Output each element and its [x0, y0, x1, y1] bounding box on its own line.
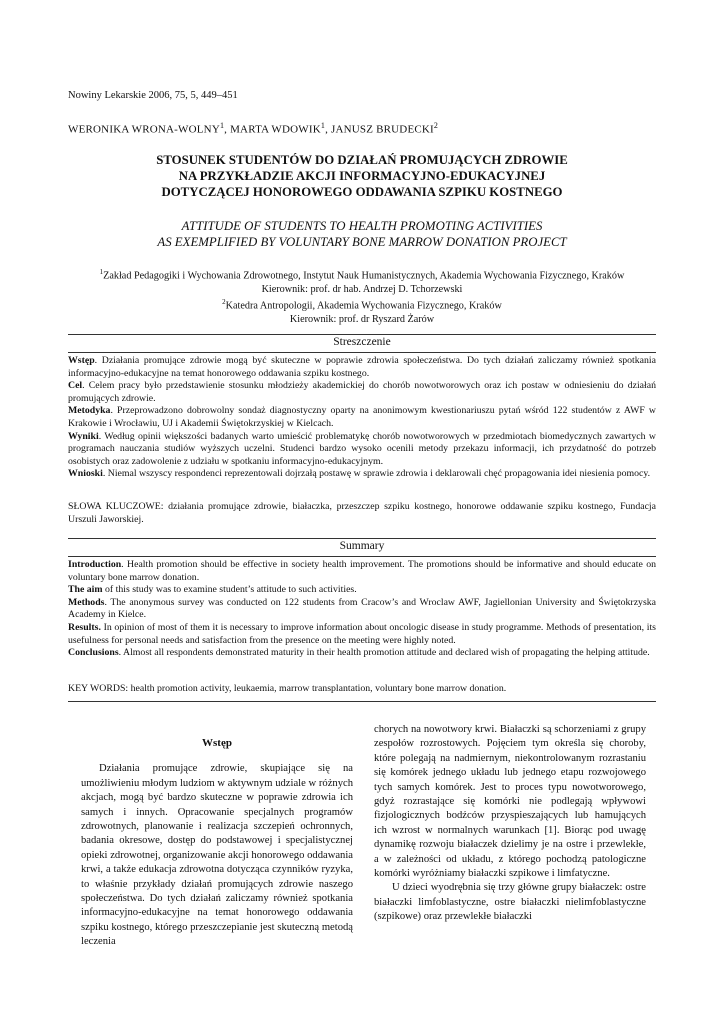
title-polish-line: STOSUNEK STUDENTÓW DO DZIAŁAŃ PROMUJĄCYCH ZDROWIE [156, 153, 568, 167]
title-english-line: AS EXEMPLIFIED BY VOLUNTARY BONE MARROW DONATION PROJECT [157, 235, 567, 249]
abstract-paragraph [68, 584, 656, 597]
author-name: WERONIKA WRONA-WOLNY [68, 123, 220, 136]
divider [68, 701, 656, 702]
abstract-paragraph [68, 597, 656, 622]
abstract-label: Conclusions [68, 647, 119, 659]
abstract-paragraph [68, 559, 656, 584]
abstract-label: Cel [68, 380, 83, 392]
abstract-label: Wnioski [68, 468, 103, 480]
affiliation-2-head: Kierownik: prof. dr Ryszard Żarów [289, 313, 435, 325]
summary-body [68, 559, 656, 660]
abstract-text: . The anonymous survey was conducted on 122 students from Cracow’s and Wroclaw AWF, Jagiellonian University and Świętokrzyska Academy in Kielce. [68, 596, 656, 621]
abstract-paragraph [68, 468, 656, 481]
author-list [68, 121, 438, 136]
abstract-text: In opinion of most of them it is necessary to improve information about oncologic disease in study programme. Methods of presentation, its usefulness for personal needs and satisfaction from the presence on the meeting were highly noted. [68, 621, 656, 646]
affiliation-text: Zakład Pedagogiki i Wychowania Zdrowotnego, Instytut Nauk Humanistycznych, Akademia Wychowania Fizycznego, Kraków [103, 270, 625, 282]
abstract-label: Introduction [68, 559, 122, 570]
section-heading-wstep: Wstęp [202, 737, 232, 749]
abstract-text: . Health promotion should be effective in society health improvement. The promotions should be informative and should educate on voluntary bone marrow donation. [68, 559, 656, 583]
abstract-paragraph [68, 380, 656, 405]
abstract-paragraph [68, 431, 656, 469]
abstract-text: . Działania promujące zdrowie mogą być skuteczne w poprawie zdrowia społeczeństwa. Do tych działań zaliczamy również spotkania informacyjno-edukacyjne na temat honorowego oddawania szpiku kostnego. [68, 355, 656, 379]
abstract-paragraph [68, 355, 656, 380]
affiliation-1-head: Kierownik: prof. dr hab. Andrzej D. Tchorzewski [261, 283, 463, 295]
abstract-text: . Almost all respondents demonstrated maturity in their health promotion attitude and declared wish of propagating the helping attitude. [118, 647, 650, 659]
abstract-text: of this study was to examine student’s attitude to such activities. [102, 584, 357, 596]
body-paragraph: Działania promujące zdrowie, skupiające się na umożliwieniu młodym ludziom w aktywnym udziale w różnych akcjach, mogą być bardzo skuteczne w poprawie zdrowia ich samych i innych. Opracowanie specjalnych programów zdrowotnych, planowanie i realizacja szczepień ochronnych, badania okresowe, dostęp do podstawowej i specjalistycznej opieki zdrowotnej, organizowanie akcji honorowego oddawania krwi, a także edukacja zdrowotna dotycząca czynników ryzyka, to właśnie przykłady działań promujących zdrowie naszego społeczeństwa. Do tych działań zaliczamy również spotkania informacyjno-edukacyjne na temat honorowego oddawania szpiku kostnego, którego przeszczepianie jest skuteczną metodą leczenia [81, 763, 353, 948]
author-affiliation-mark: 1 [219, 121, 225, 130]
author-affiliation-mark: 2 [433, 121, 439, 130]
author-separator: , [224, 123, 231, 136]
affiliation-mark: 2 [222, 297, 226, 306]
journal-reference: Nowiny Lekarskie 2006, 75, 5, 449–451 [68, 90, 238, 101]
author-name: MARTA WDOWIK [230, 123, 321, 136]
abstract-paragraph [68, 405, 656, 430]
abstract-label: Wyniki [68, 430, 99, 442]
abstract-text: . Według opinii większości badanych warto umieścić problematykę chorób nowotworowych w przedmiotach biomedycznych zawartych w programach nauczania studiów wyższych uczelni. Studenci bardzo wysoko ocenili metody przekazu informacji, ich przydatność do potrzeb osobistych oraz zadowolenie z udziału w spotkaniu informacyjno-edukacyjnym. [68, 430, 656, 467]
divider [68, 334, 656, 335]
title-polish-line: DOTYCZĄCEJ HONOROWEGO ODDAWANIA SZPIKU KOSTNEGO [161, 185, 563, 199]
body-column-left [81, 736, 353, 950]
abstract-label: Methods [68, 596, 105, 608]
title-polish [68, 152, 656, 200]
abstract-label: The aim [68, 584, 103, 596]
body-paragraph: U dzieci wyodrębnia się trzy główne grupy białaczek: ostre białaczki limfoblastyczne, ostre białaczki nielimfoblastyczne (szpikowe) oraz przewlekłe białaczki [374, 882, 646, 923]
divider [68, 556, 656, 557]
divider [68, 538, 656, 539]
divider [68, 352, 656, 353]
body-paragraph: chorych na nowotwory krwi. Białaczki są schorzeniami z grupy zespołów rozrostowych. Pojęciem tym określa się choroby, które polegają na nadmiernym, niekontrolowanym rozrastaniu się komórek jednego układu lub jednego etapu rozwojowego tych samych komórek. Jest to proces typu nowotworowego, gdyż rozrastające się komórki nie podlegają wpływowi fizjologicznych bodźców przyspieszających lub hamujących ich wzrost w normalnych warunkach [1]. Biorąc pod uwagę dynamikę rozwoju białaczek dzielimy je na ostre i przewlekłe, a w zależności od układu, z którego pochodzą patologiczne komórki wyróżniamy białaczki szpikowe i limfatyczne. [374, 724, 646, 880]
author-name: JANUSZ BRUDECKI [330, 123, 434, 136]
abstract-text: . Celem pracy było przedstawienie stosunku młodzieży akademickiej do chorób nowotworowych oraz ich postaw w odniesieniu do działań promujących zdrowie. [68, 380, 656, 404]
abstract-paragraph [68, 622, 656, 647]
author-separator: , [325, 123, 331, 136]
keywords-polish: SŁOWA KLUCZOWE: działania promujące zdrowie, białaczka, przeszczep szpiku kostnego, honorowe oddawanie szpiku kostnego, Fundacja Urszuli Jaworskiej. [68, 501, 656, 525]
keywords-english: KEY WORDS: health promotion activity, leukaemia, marrow transplantation, voluntary bone marrow donation. [68, 683, 507, 694]
abstract-label: Results. [68, 621, 101, 633]
title-polish-line: NA PRZYKŁADZIE AKCJI INFORMACYJNO-EDUKACYJNEJ [178, 169, 546, 183]
abstract-label: Metodyka [68, 405, 111, 417]
abstract-label: Wstęp [68, 355, 95, 366]
streszczenie-heading: Streszczenie [333, 336, 391, 348]
streszczenie-body [68, 355, 656, 481]
title-english [68, 218, 656, 250]
body-column-right [374, 723, 646, 925]
author-affiliation-mark: 1 [320, 121, 326, 130]
abstract-paragraph [68, 647, 656, 660]
affiliation-text: Katedra Antropologii, Akademia Wychowania Fizycznego, Kraków [225, 300, 502, 312]
affiliation-1 [68, 266, 656, 283]
affiliation-2 [68, 296, 656, 313]
abstract-text: . Przeprowadzono dobrowolny sondaż diagnostyczny oparty na anonimowym kwestionariuszu pytań wśród 122 studentów z AWF w Krakowie i Wrocławiu, UJ i Akademii Świętokrzyskiej w Kielcach. [68, 405, 656, 429]
abstract-text: . Niemal wszyscy respondenci reprezentowali dojrzałą postawę w sprawie zdrowia i deklarowali chęć propagowania idei niesienia pomocy. [102, 468, 651, 480]
summary-heading: Summary [339, 540, 385, 552]
affiliations [68, 266, 656, 326]
affiliation-mark: 1 [99, 268, 104, 276]
title-english-line: ATTITUDE OF STUDENTS TO HEALTH PROMOTING ACTIVITIES [181, 219, 543, 233]
